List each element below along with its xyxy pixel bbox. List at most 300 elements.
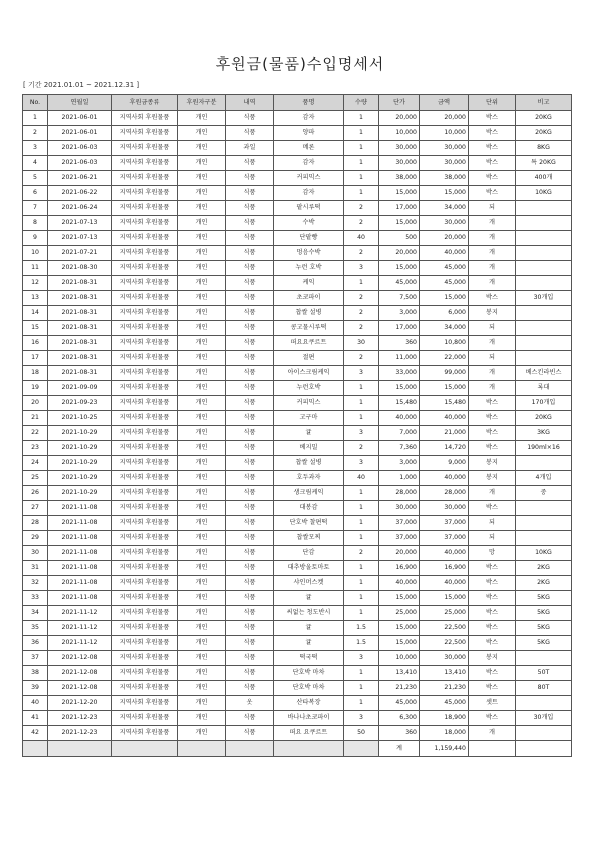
- cell-item: 귤: [274, 426, 344, 441]
- cell-note: 5KG: [516, 636, 572, 651]
- cell-donor: 개인: [178, 156, 226, 171]
- cell-item: 고구마: [274, 411, 344, 426]
- cell-unit-price: 15,000: [379, 261, 420, 276]
- cell-date: 2021-12-23: [48, 726, 112, 741]
- cell-amount: 13,410: [420, 666, 469, 681]
- cell-category: 식품: [226, 621, 274, 636]
- cell-amount: 40,000: [420, 576, 469, 591]
- cell-no: 36: [23, 636, 48, 651]
- cell-no: 18: [23, 366, 48, 381]
- cell-unit: 박스: [469, 441, 516, 456]
- cell-item: 찹쌀 설병: [274, 306, 344, 321]
- cell-donor: 개인: [178, 561, 226, 576]
- cell-item: 단감: [274, 546, 344, 561]
- cell-date: 2021-12-23: [48, 711, 112, 726]
- cell-unit-price: 7,500: [379, 291, 420, 306]
- cell-type: 지역사회 후원물품: [112, 546, 178, 561]
- cell-unit: 봉지: [469, 306, 516, 321]
- cell-note: 5KG: [516, 621, 572, 636]
- cell-type: 지역사회 후원물품: [112, 411, 178, 426]
- cell-unit-price: 40,000: [379, 411, 420, 426]
- cell-type: 지역사회 후원물품: [112, 156, 178, 171]
- cell-item: 케익: [274, 276, 344, 291]
- donation-table: [22, 94, 572, 757]
- cell-type: 지역사회 후원물품: [112, 366, 178, 381]
- table-row: [23, 426, 572, 441]
- cell-item: 대추방울토마토: [274, 561, 344, 576]
- table-row: [23, 411, 572, 426]
- cell-no: 1: [23, 111, 48, 126]
- cell-unit-price: 3,000: [379, 456, 420, 471]
- cell-amount: 10,000: [420, 126, 469, 141]
- cell-note: 20KG: [516, 111, 572, 126]
- cell-donor: 개인: [178, 126, 226, 141]
- cell-no: 21: [23, 411, 48, 426]
- cell-date: 2021-08-31: [48, 336, 112, 351]
- cell-type: 지역사회 후원물품: [112, 381, 178, 396]
- cell-amount: 38,000: [420, 171, 469, 186]
- cell-qty: 1: [344, 276, 379, 291]
- cell-qty: 30: [344, 336, 379, 351]
- cell-type: 지역사회 후원물품: [112, 246, 178, 261]
- table-row: [23, 336, 572, 351]
- cell-unit: 박스: [469, 561, 516, 576]
- table-row: [23, 606, 572, 621]
- cell-type: 지역사회 후원물품: [112, 711, 178, 726]
- cell-date: 2021-09-23: [48, 396, 112, 411]
- cell-note: [516, 276, 572, 291]
- cell-unit: 박스: [469, 156, 516, 171]
- cell-date: 2021-06-01: [48, 111, 112, 126]
- cell-qty: 2: [344, 291, 379, 306]
- cell-date: 2021-12-08: [48, 651, 112, 666]
- cell-no: 31: [23, 561, 48, 576]
- cell-unit: 되: [469, 531, 516, 546]
- cell-date: 2021-08-31: [48, 276, 112, 291]
- cell-unit-price: 38,000: [379, 171, 420, 186]
- header-type: 후원금종류: [112, 95, 178, 111]
- cell-item: 감자: [274, 186, 344, 201]
- cell-qty: 3: [344, 366, 379, 381]
- cell-note: [516, 201, 572, 216]
- header-item: 품명: [274, 95, 344, 111]
- table-row: [23, 471, 572, 486]
- cell-type: 지역사회 후원물품: [112, 291, 178, 306]
- table-row: [23, 351, 572, 366]
- cell-unit-price: 45,000: [379, 696, 420, 711]
- cell-date: 2021-07-13: [48, 231, 112, 246]
- cell-donor: 개인: [178, 261, 226, 276]
- table-row: [23, 381, 572, 396]
- cell-amount: 37,000: [420, 531, 469, 546]
- cell-no: 41: [23, 711, 48, 726]
- cell-amount: 20,000: [420, 231, 469, 246]
- table-row: [23, 591, 572, 606]
- cell-date: 2021-06-24: [48, 201, 112, 216]
- total-row: [23, 741, 572, 757]
- cell-category: 식품: [226, 441, 274, 456]
- cell-amount: 99,000: [420, 366, 469, 381]
- cell-type: 지역사회 후원물품: [112, 456, 178, 471]
- document-title: 후원금(물품)수입명세서: [215, 55, 385, 73]
- cell-date: 2021-06-03: [48, 141, 112, 156]
- cell-note: 10KG: [516, 186, 572, 201]
- cell-no: 14: [23, 306, 48, 321]
- cell-donor: 개인: [178, 606, 226, 621]
- cell-category: 식품: [226, 411, 274, 426]
- cell-amount: 45,000: [420, 696, 469, 711]
- cell-no: 5: [23, 171, 48, 186]
- cell-donor: 개인: [178, 426, 226, 441]
- table-header-row: [23, 95, 572, 111]
- cell-no: 28: [23, 516, 48, 531]
- cell-qty: 3: [344, 261, 379, 276]
- cell-category: 식품: [226, 726, 274, 741]
- cell-no: 22: [23, 426, 48, 441]
- cell-item: 씨없는 청도반시: [274, 606, 344, 621]
- cell-note: 베스킨라빈스: [516, 366, 572, 381]
- cell-date: 2021-11-08: [48, 561, 112, 576]
- cell-category: 식품: [226, 336, 274, 351]
- cell-unit-price: 25,000: [379, 606, 420, 621]
- cell-qty: 3: [344, 651, 379, 666]
- cell-qty: 1: [344, 141, 379, 156]
- cell-unit: 되: [469, 351, 516, 366]
- cell-date: 2021-11-08: [48, 516, 112, 531]
- cell-amount: 37,000: [420, 516, 469, 531]
- cell-no: 8: [23, 216, 48, 231]
- cell-note: [516, 726, 572, 741]
- cell-date: 2021-10-29: [48, 486, 112, 501]
- cell-item: 멍음수박: [274, 246, 344, 261]
- cell-unit-price: 30,000: [379, 156, 420, 171]
- cell-item: 양파: [274, 126, 344, 141]
- cell-no: 30: [23, 546, 48, 561]
- cell-donor: 개인: [178, 531, 226, 546]
- cell-note: 10KG: [516, 546, 572, 561]
- cell-qty: 1: [344, 531, 379, 546]
- cell-qty: 1: [344, 591, 379, 606]
- cell-no: 2: [23, 126, 48, 141]
- cell-amount: 10,800: [420, 336, 469, 351]
- cell-category: 식품: [226, 396, 274, 411]
- cell-category: 식품: [226, 606, 274, 621]
- cell-donor: 개인: [178, 651, 226, 666]
- cell-category: 식품: [226, 561, 274, 576]
- table-row: [23, 366, 572, 381]
- cell-item: 팥시루떡: [274, 201, 344, 216]
- cell-qty: 40: [344, 471, 379, 486]
- cell-type: 지역사회 후원물품: [112, 441, 178, 456]
- cell-unit: 개: [469, 486, 516, 501]
- cell-qty: 1: [344, 576, 379, 591]
- cell-no: 11: [23, 261, 48, 276]
- table-row: [23, 246, 572, 261]
- cell-unit-price: 15,000: [379, 216, 420, 231]
- cell-no: 25: [23, 471, 48, 486]
- table-row: [23, 231, 572, 246]
- cell-item: 단호박 찰편떡: [274, 516, 344, 531]
- cell-donor: 개인: [178, 486, 226, 501]
- cell-category: 식품: [226, 591, 274, 606]
- header-date: 연월일: [48, 95, 112, 111]
- cell-unit-price: 16,900: [379, 561, 420, 576]
- cell-category: 식품: [226, 321, 274, 336]
- cell-category: 식품: [226, 231, 274, 246]
- cell-no: 26: [23, 486, 48, 501]
- table-row: [23, 141, 572, 156]
- cell-category: 식품: [226, 306, 274, 321]
- table-row: [23, 171, 572, 186]
- cell-no: 15: [23, 321, 48, 336]
- cell-item: 귤: [274, 591, 344, 606]
- cell-amount: 15,000: [420, 186, 469, 201]
- cell-item: 산타복장: [274, 696, 344, 711]
- cell-no: 6: [23, 186, 48, 201]
- cell-category: 식품: [226, 531, 274, 546]
- cell-amount: 40,000: [420, 546, 469, 561]
- cell-amount: 30,000: [420, 141, 469, 156]
- cell-amount: 18,900: [420, 711, 469, 726]
- table-row: [23, 636, 572, 651]
- cell-category: 식품: [226, 366, 274, 381]
- cell-category: 식품: [226, 201, 274, 216]
- cell-amount: 15,480: [420, 396, 469, 411]
- cell-amount: 40,000: [420, 246, 469, 261]
- cell-amount: 30,000: [420, 156, 469, 171]
- cell-unit: 박스: [469, 141, 516, 156]
- cell-donor: 개인: [178, 381, 226, 396]
- header-no: No.: [23, 95, 48, 111]
- cell-unit: 박스: [469, 411, 516, 426]
- cell-unit-price: 37,000: [379, 516, 420, 531]
- cell-unit: 되: [469, 516, 516, 531]
- cell-qty: 1: [344, 606, 379, 621]
- cell-unit: 개: [469, 276, 516, 291]
- cell-qty: 50: [344, 726, 379, 741]
- cell-qty: 1: [344, 156, 379, 171]
- cell-type: 지역사회 후원물품: [112, 621, 178, 636]
- table-row: [23, 486, 572, 501]
- cell-item: 찹쌀모찌: [274, 531, 344, 546]
- table-row: [23, 726, 572, 741]
- cell-no: 40: [23, 696, 48, 711]
- cell-no: 33: [23, 591, 48, 606]
- cell-qty: 1: [344, 186, 379, 201]
- cell-unit: 개: [469, 726, 516, 741]
- cell-note: 30개입: [516, 291, 572, 306]
- cell-donor: 개인: [178, 726, 226, 741]
- cell-amount: 45,000: [420, 261, 469, 276]
- cell-date: 2021-10-29: [48, 426, 112, 441]
- cell-donor: 개인: [178, 351, 226, 366]
- cell-donor: 개인: [178, 216, 226, 231]
- header-note: 비고: [516, 95, 572, 111]
- table-row: [23, 456, 572, 471]
- cell-amount: 21,000: [420, 426, 469, 441]
- cell-unit-price: 17,000: [379, 321, 420, 336]
- cell-item: 메론: [274, 141, 344, 156]
- cell-unit-price: 11,000: [379, 351, 420, 366]
- cell-unit: 박스: [469, 606, 516, 621]
- cell-category: 식품: [226, 186, 274, 201]
- cell-qty: 1: [344, 126, 379, 141]
- cell-qty: 1: [344, 411, 379, 426]
- table-row: [23, 156, 572, 171]
- cell-item: 대봉감: [274, 501, 344, 516]
- cell-unit: 박스: [469, 396, 516, 411]
- cell-unit-price: 20,000: [379, 546, 420, 561]
- cell-category: 식품: [226, 351, 274, 366]
- cell-qty: 2: [344, 306, 379, 321]
- cell-amount: 40,000: [420, 411, 469, 426]
- header-unit: 단위: [469, 95, 516, 111]
- cell-amount: 6,000: [420, 306, 469, 321]
- header-amount: 금액: [420, 95, 469, 111]
- cell-unit: 망: [469, 546, 516, 561]
- cell-unit: 박스: [469, 681, 516, 696]
- cell-category: 식품: [226, 486, 274, 501]
- cell-donor: 개인: [178, 306, 226, 321]
- cell-category: 식품: [226, 636, 274, 651]
- cell-date: 2021-08-31: [48, 351, 112, 366]
- cell-unit-price: 37,000: [379, 531, 420, 546]
- cell-donor: 개인: [178, 141, 226, 156]
- cell-amount: 15,000: [420, 291, 469, 306]
- table-row: [23, 696, 572, 711]
- cell-donor: 개인: [178, 336, 226, 351]
- cell-unit: 박스: [469, 636, 516, 651]
- cell-unit-price: 33,000: [379, 366, 420, 381]
- cell-donor: 개인: [178, 516, 226, 531]
- total-amount: 1,159,440: [420, 741, 469, 757]
- cell-donor: 개인: [178, 291, 226, 306]
- cell-no: 9: [23, 231, 48, 246]
- cell-date: 2021-12-20: [48, 696, 112, 711]
- cell-type: 지역사회 후원물품: [112, 141, 178, 156]
- cell-unit: 박스: [469, 711, 516, 726]
- cell-unit-price: 20,000: [379, 246, 420, 261]
- cell-no: 35: [23, 621, 48, 636]
- cell-note: [516, 231, 572, 246]
- cell-unit-price: 21,230: [379, 681, 420, 696]
- cell-no: 24: [23, 456, 48, 471]
- table-row: [23, 126, 572, 141]
- table-row: [23, 396, 572, 411]
- cell-type: 지역사회 후원물품: [112, 651, 178, 666]
- cell-qty: 2: [344, 201, 379, 216]
- cell-unit: 박스: [469, 666, 516, 681]
- table-row: [23, 531, 572, 546]
- cell-type: 지역사회 후원물품: [112, 516, 178, 531]
- table-row: [23, 666, 572, 681]
- cell-donor: 개인: [178, 231, 226, 246]
- cell-amount: 34,000: [420, 321, 469, 336]
- cell-date: 2021-10-29: [48, 456, 112, 471]
- table-row: [23, 576, 572, 591]
- cell-date: 2021-11-08: [48, 591, 112, 606]
- cell-amount: 14,720: [420, 441, 469, 456]
- cell-qty: 1.5: [344, 621, 379, 636]
- cell-date: 2021-08-31: [48, 321, 112, 336]
- cell-unit-price: 28,000: [379, 486, 420, 501]
- cell-date: 2021-10-29: [48, 471, 112, 486]
- cell-qty: 1: [344, 486, 379, 501]
- cell-amount: 16,900: [420, 561, 469, 576]
- cell-qty: 2: [344, 216, 379, 231]
- cell-type: 지역사회 후원물품: [112, 171, 178, 186]
- cell-amount: 15,000: [420, 591, 469, 606]
- cell-unit-price: 45,000: [379, 276, 420, 291]
- table-row: [23, 711, 572, 726]
- cell-category: 식품: [226, 126, 274, 141]
- cell-item: 누런 호박: [274, 261, 344, 276]
- cell-item: 커피믹스: [274, 396, 344, 411]
- cell-unit: 되: [469, 201, 516, 216]
- cell-type: 지역사회 후원물품: [112, 321, 178, 336]
- cell-unit: 셋트: [469, 696, 516, 711]
- cell-amount: 20,000: [420, 111, 469, 126]
- cell-amount: 18,000: [420, 726, 469, 741]
- table-row: [23, 201, 572, 216]
- cell-unit-price: 3,000: [379, 306, 420, 321]
- cell-note: [516, 336, 572, 351]
- cell-note: 190ml×16: [516, 441, 572, 456]
- cell-unit: 봉지: [469, 471, 516, 486]
- cell-note: 30개입: [516, 711, 572, 726]
- cell-no: 42: [23, 726, 48, 741]
- cell-no: 13: [23, 291, 48, 306]
- cell-amount: 22,000: [420, 351, 469, 366]
- cell-donor: 개인: [178, 636, 226, 651]
- cell-no: 17: [23, 351, 48, 366]
- cell-unit: 박스: [469, 171, 516, 186]
- cell-note: 170개입: [516, 396, 572, 411]
- cell-date: 2021-07-13: [48, 216, 112, 231]
- cell-date: 2021-12-08: [48, 666, 112, 681]
- cell-note: [516, 306, 572, 321]
- cell-note: [516, 246, 572, 261]
- cell-amount: 30,000: [420, 501, 469, 516]
- header-qty: 수량: [344, 95, 379, 111]
- cell-date: 2021-10-29: [48, 441, 112, 456]
- cell-unit-price: 20,000: [379, 111, 420, 126]
- cell-donor: 개인: [178, 441, 226, 456]
- cell-item: 귤: [274, 621, 344, 636]
- cell-unit: 박스: [469, 186, 516, 201]
- cell-amount: 9,000: [420, 456, 469, 471]
- cell-type: 지역사회 후원물품: [112, 306, 178, 321]
- cell-unit-price: 15,480: [379, 396, 420, 411]
- cell-category: 식품: [226, 171, 274, 186]
- cell-qty: 1: [344, 696, 379, 711]
- cell-note: 5KG: [516, 591, 572, 606]
- cell-type: 지역사회 후원물품: [112, 126, 178, 141]
- cell-type: 지역사회 후원물품: [112, 471, 178, 486]
- cell-unit-price: 6,300: [379, 711, 420, 726]
- cell-type: 지역사회 후원물품: [112, 591, 178, 606]
- cell-qty: 1: [344, 501, 379, 516]
- cell-qty: 40: [344, 231, 379, 246]
- cell-type: 지역사회 후원물품: [112, 531, 178, 546]
- cell-no: 16: [23, 336, 48, 351]
- cell-category: 식품: [226, 291, 274, 306]
- cell-note: [516, 516, 572, 531]
- cell-note: 4개입: [516, 471, 572, 486]
- cell-category: 식품: [226, 501, 274, 516]
- table-row: [23, 561, 572, 576]
- cell-item: 샤인머스켓: [274, 576, 344, 591]
